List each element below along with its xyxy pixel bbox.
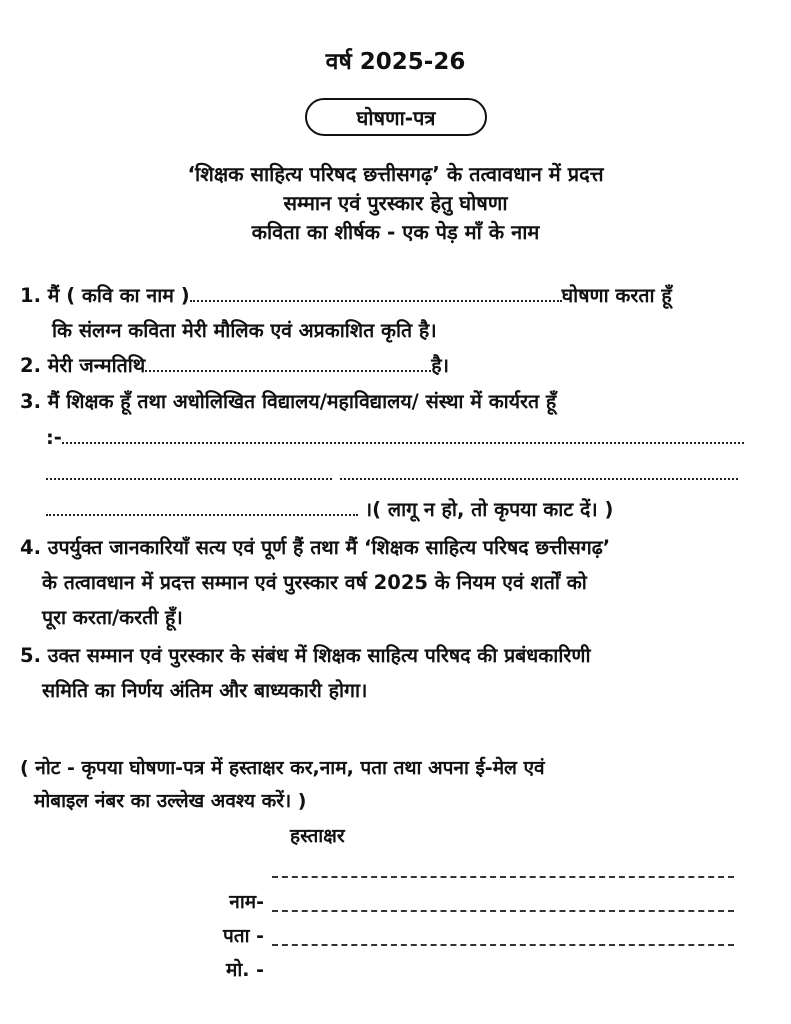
note-line-2: मोबाइल नंबर का उल्लेख अवश्य करें। ): [34, 790, 307, 812]
institution-blank-3[interactable]: [46, 514, 358, 516]
address-field: [200, 922, 264, 948]
item-3-blank-row-1: [46, 420, 744, 455]
document-title-box: [305, 98, 487, 136]
name-label: नाम-: [229, 891, 264, 913]
instruction-note: [20, 752, 780, 818]
note-line-1: ( नोट - कृपया घोषणा-पत्र में हस्ताक्षर कर,नाम, पता तथा अपना ई-मेल एवं: [20, 757, 545, 779]
heading-line-3: कविता का शीर्षक - एक पेड़ माँ के नाम: [251, 220, 540, 244]
declaration-items: [20, 278, 770, 718]
year-heading: वर्ष 2025-26: [325, 49, 466, 75]
declaration-heading: [0, 160, 791, 247]
item-2-line: [20, 348, 449, 383]
poet-name-blank[interactable]: [190, 300, 562, 302]
name-field: [200, 888, 264, 914]
item-1-suffix: घोषणा करता हूँ: [561, 284, 672, 307]
item-4-line-2: के तत्वावधान में प्रदत्त सम्मान एवं पुरस्कार वर्ष 2025 के नियम एवं शर्तों को: [42, 571, 587, 594]
heading-line-2: सम्मान एवं पुरस्कार हेतु घोषणा: [283, 191, 508, 215]
institution-blank-2a[interactable]: [46, 478, 332, 480]
item-1-line: [20, 278, 672, 313]
birthdate-blank[interactable]: [145, 370, 431, 372]
institution-blank-2b[interactable]: [340, 478, 738, 480]
item-3-line: 3. मैं शिक्षक हूँ तथा अधोलिखित विद्यालय/महाविद्यालय/ संस्था में कार्यरत हूँ: [20, 390, 557, 413]
address-label: पता -: [222, 925, 264, 947]
item-5-line-2: समिति का निर्णय अंतिम और बाध्यकारी होगा।: [42, 679, 368, 702]
item-1-prefix: 1. मैं ( कवि का नाम ): [20, 284, 190, 307]
item-3-note: ।( लागू न हो, तो कृपया काट दें। ): [364, 498, 614, 521]
item-2-prefix: 2. मेरी जन्मतिथि: [20, 354, 146, 377]
signature-label: हस्ताक्षर: [290, 825, 345, 847]
mobile-line[interactable]: [272, 944, 734, 946]
item-3-blank-row-2: [46, 456, 738, 491]
mobile-field: [200, 956, 264, 982]
item-3-blank-row-3: [46, 492, 613, 527]
heading-line-1: ‘शिक्षक साहित्य परिषद छत्तीसगढ़’ के तत्वावधान में प्रदत्त: [187, 162, 604, 186]
name-line[interactable]: [272, 876, 734, 878]
item-4-line-3: पूरा करता/करती हूँ।: [42, 606, 183, 629]
address-line[interactable]: [272, 910, 734, 912]
item-3-colon: :-: [46, 426, 62, 449]
item-1-continuation: कि संलग्न कविता मेरी मौलिक एवं अप्रकाशित कृति है।: [52, 319, 437, 342]
item-2-suffix: है।: [431, 354, 449, 377]
document-title: घोषणा-पत्र: [356, 105, 436, 130]
institution-blank-1[interactable]: [62, 442, 744, 444]
item-5-line-1: 5. उक्त सम्मान एवं पुरस्कार के संबंध में शिक्षक साहित्य परिषद की प्रबंधकारिणी: [20, 644, 591, 667]
item-4-line-1: 4. उपर्युक्त जानकारियाँ सत्य एवं पूर्ण हैं तथा मैं ‘शिक्षक साहित्य परिषद छत्तीसगढ़’: [20, 536, 611, 559]
mobile-label: मो. -: [225, 959, 264, 981]
